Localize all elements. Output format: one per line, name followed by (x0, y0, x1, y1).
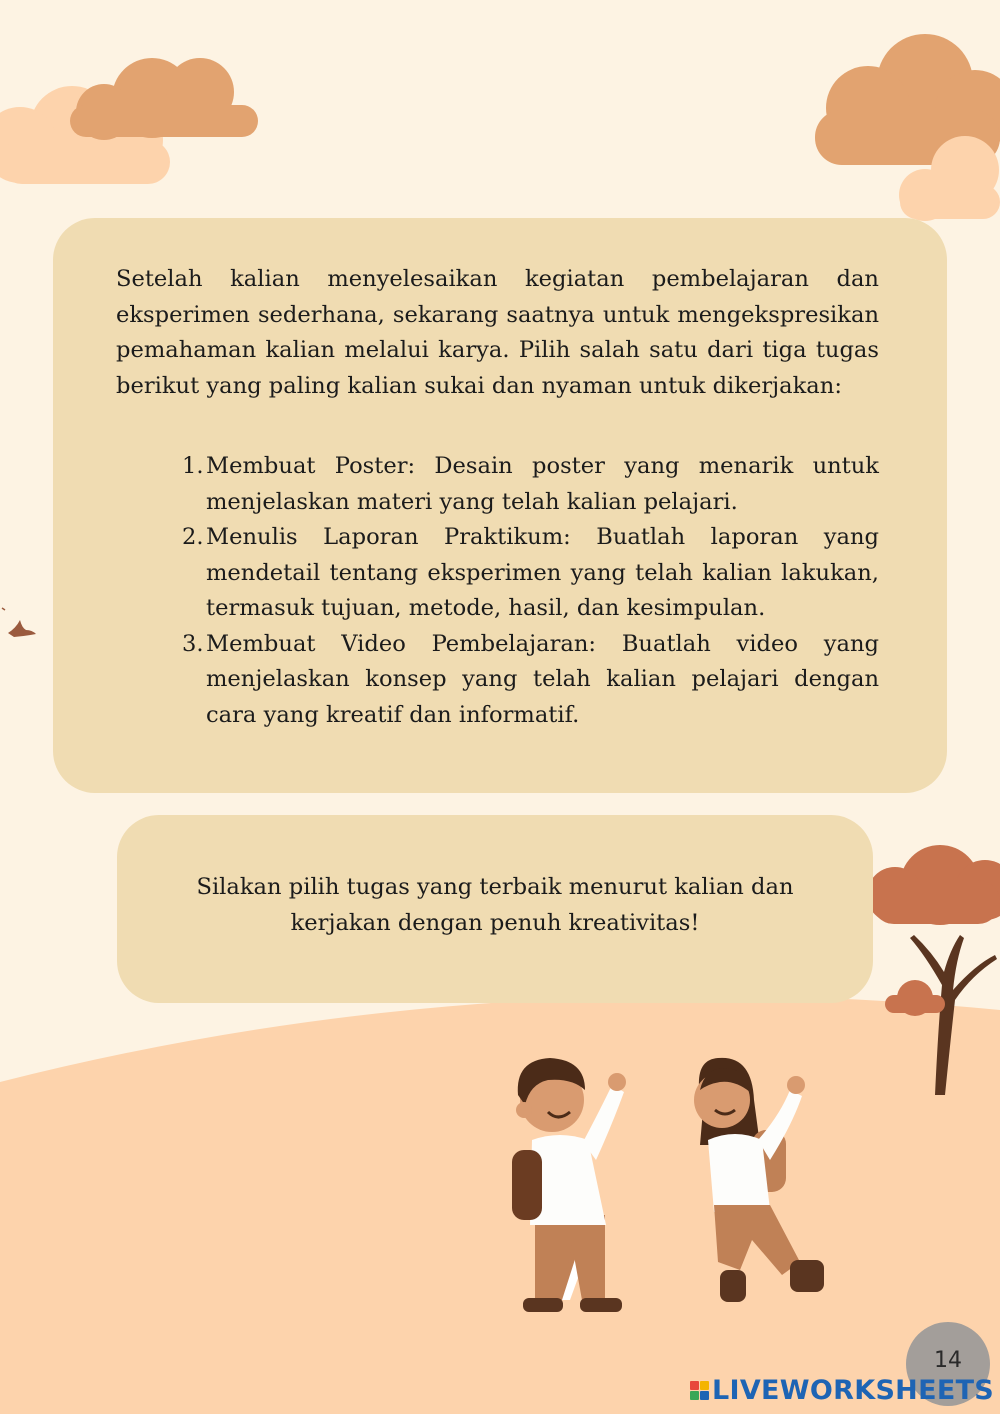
brand-footer[interactable] (690, 1373, 994, 1407)
liveworksheets-logo-icon (690, 1381, 709, 1400)
list-item-text: Membuat Poster: Desain poster yang menarik untuk menjelaskan materi yang telah kalian pelajari. (206, 453, 879, 515)
task-instructions-card (53, 218, 947, 793)
brand-text: LIVEWORKSHEETS (712, 1374, 995, 1406)
bird-icon (2, 608, 36, 637)
list-item-number: 3. (182, 630, 204, 657)
cloud-top-left-dark (70, 58, 258, 140)
list-item (182, 627, 879, 734)
list-item-number: 1. (182, 453, 204, 479)
list-item-number: 2. (182, 524, 204, 550)
list-item (182, 520, 879, 627)
list-item-text: Menulis Laporan Praktikum: Buatlah laporan yang mendetail tentang eksperimen yang telah kalian lakukan, termasuk tujuan, metode, hasil, dan kesimpulan. (206, 524, 879, 621)
page-number: 14 (934, 1348, 962, 1373)
hill (0, 995, 1000, 1414)
list-item-text: Membuat Video Pembelajaran: Buatlah video yang menjelaskan konsep yang telah kalian pelajari dengan cara yang kreatif dan informatif. (206, 630, 879, 728)
closing-card (117, 815, 873, 1003)
closing-message: Silakan pilih tugas yang terbaik menurut kalian dan kerjakan dengan penuh kreativitas! (196, 874, 794, 936)
task-list (116, 449, 879, 733)
intro-paragraph: Setelah kalian menyelesaikan kegiatan pembelajaran dan eksperimen sederhana, sekarang saatnya untuk mengekspresikan pemahaman kalian melalui karya. Pilih salah satu dari tiga tugas berikut yang paling kalian sukai dan nyaman untuk dikerjakan: (116, 266, 879, 399)
list-item (182, 449, 879, 520)
